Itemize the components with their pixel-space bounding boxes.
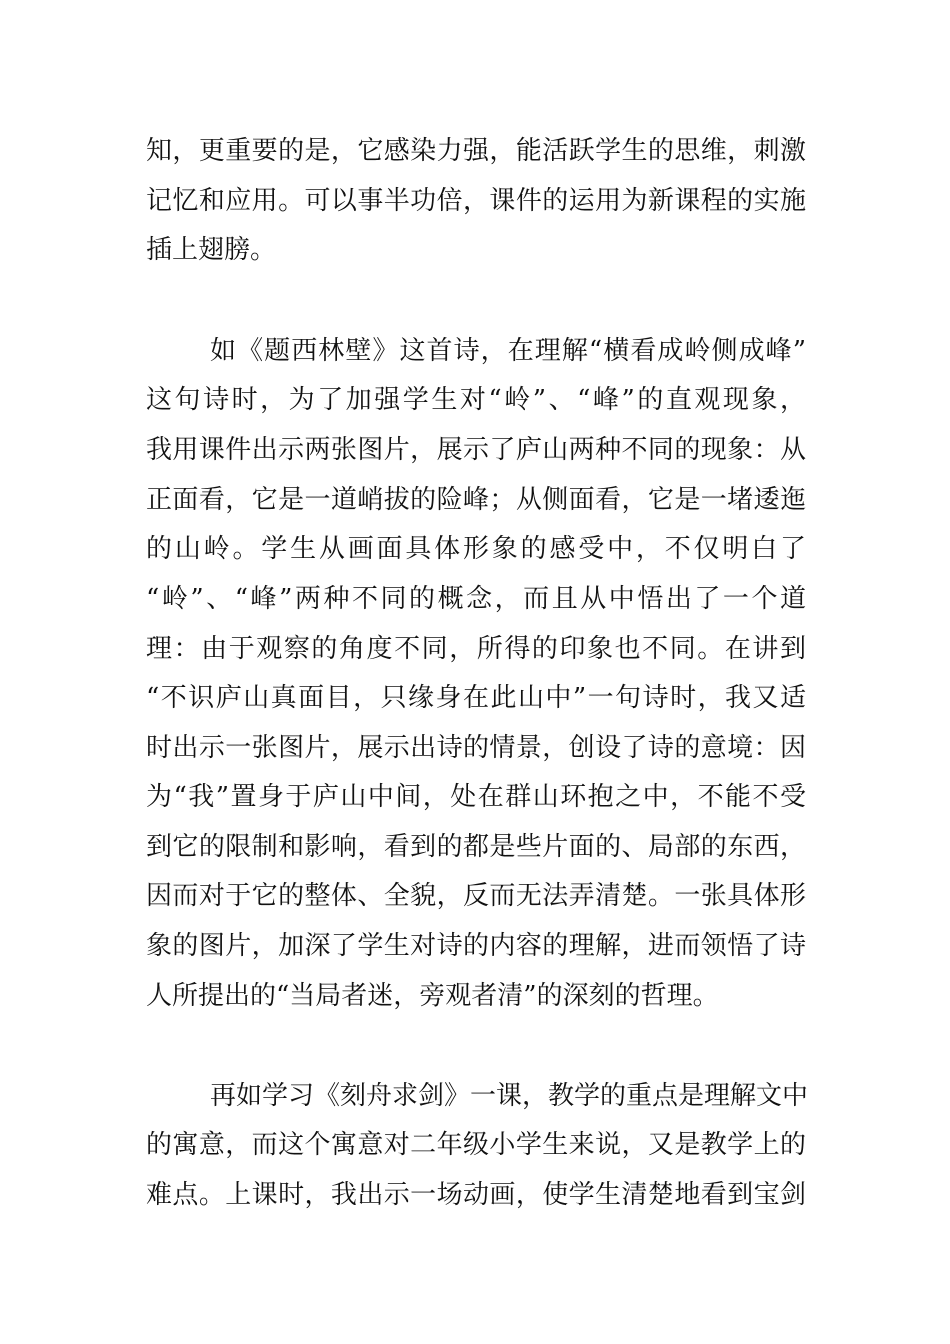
paragraph-line: “不识庐山真面目，只缘身在此山中”一句诗时，我又适 <box>146 683 806 713</box>
paragraph-line: 这句诗时，为了加强学生对“岭”、“峰”的直观现象， <box>146 385 806 415</box>
paragraph-line: 记忆和应用。可以事半功倍，课件的运用为新课程的实施 <box>146 186 806 216</box>
paragraph-line: 插上翅膀。 <box>146 235 277 265</box>
paragraph-line: 正面看，它是一道峭拔的险峰；从侧面看，它是一堵逶迤 <box>146 485 806 515</box>
paragraph-line: 的山岭。学生从画面具体形象的感受中，不仅明白了 <box>146 534 806 564</box>
paragraph-line: 象的图片，加深了学生对诗的内容的理解，进而领悟了诗 <box>146 931 806 961</box>
paragraph-line: 我用课件出示两张图片，展示了庐山两种不同的现象：从 <box>146 435 806 465</box>
paragraph-line: 时出示一张图片，展示出诗的情景，创设了诗的意境：因 <box>146 733 806 763</box>
paragraph-line: 知，更重要的是，它感染力强，能活跃学生的思维，刺激 <box>146 136 806 166</box>
paragraph-line: 因而对于它的整体、全貌，反而无法弄清楚。一张具体形 <box>146 881 806 911</box>
paragraph-line: 到它的限制和影响，看到的都是些片面的、局部的东西， <box>146 832 806 862</box>
paragraph-line: 为“我”置身于庐山中间，处在群山环抱之中，不能不受 <box>146 782 806 812</box>
paragraph-line: 的寓意，而这个寓意对二年级小学生来说，又是教学上的 <box>146 1130 806 1160</box>
paragraph-line: 再如学习《刻舟求剑》一课，教学的重点是理解文中 <box>210 1081 809 1111</box>
paragraph-line: 如《题西林壁》这首诗，在理解“横看成岭侧成峰” <box>210 336 806 366</box>
paragraph-line: 人所提出的“当局者迷，旁观者清”的深刻的哲理。 <box>146 981 719 1011</box>
paragraph-line: 难点。上课时，我出示一场动画，使学生清楚地看到宝剑 <box>146 1180 806 1210</box>
paragraph-line: “岭”、“峰”两种不同的概念，而且从中悟出了一个道 <box>146 584 806 614</box>
paragraph-line: 理：由于观察的角度不同，所得的印象也不同。在讲到 <box>146 634 806 664</box>
